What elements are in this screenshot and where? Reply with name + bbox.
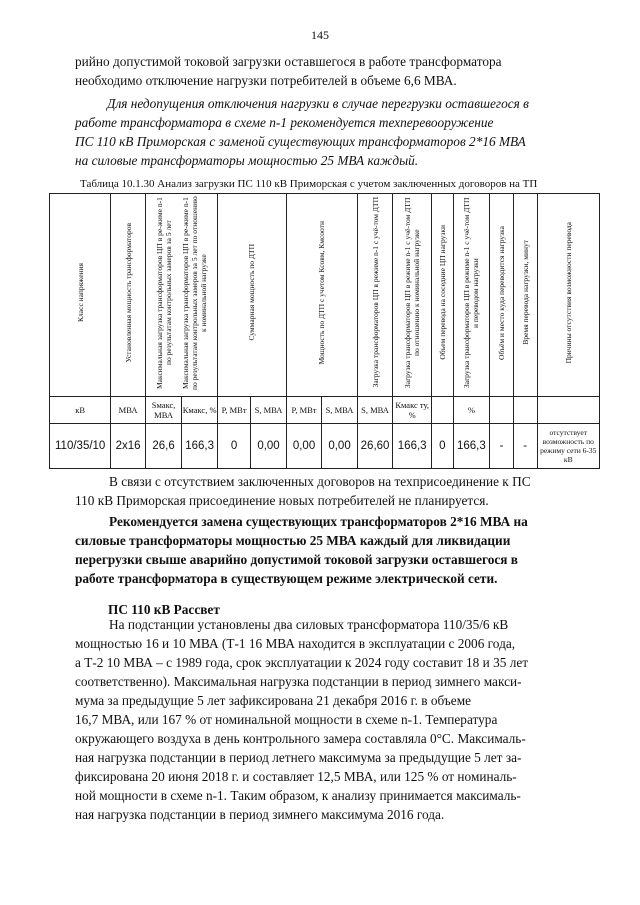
unit-cell — [513, 397, 537, 424]
header-load-after-transfer: Загрузка трансформаторов ЦП в режиме n-1 с учё-том ДТП и переводом нагрузки — [462, 197, 481, 388]
header-cell — [217, 194, 286, 397]
data-cell: 166,3 — [182, 424, 218, 469]
data-cell: 0 — [432, 424, 454, 469]
bold-line-1: Рекомендуется замена существующих трансформаторов 2*16 МВА на — [109, 514, 528, 529]
data-cell: - — [513, 424, 537, 469]
bold-line-3: перегрузки свыше аварийно допустимой токовой загрузки оставшегося в — [75, 552, 518, 567]
unit-cell: Кмакс, % — [182, 397, 218, 424]
header-max-load: Максимальная загрузка трансформаторов ЦП в ре-жиме n-1 по результатам контрольных замеров за 5 лет — [154, 196, 173, 389]
intro-line-2: необходимо отключение нагрузки потребителей в объеме 6,6 МВА. — [75, 73, 457, 88]
rassvet-line: 16,7 МВА, или 167 % от номинальной мощности в схеме n-1. Температура — [75, 712, 498, 727]
unit-cell: P, МВт — [286, 397, 322, 424]
unit-cell — [432, 397, 454, 424]
para2-line-2: 110 кВ Приморская присоединение новых потребителей не планируется. — [75, 493, 489, 508]
data-cell-reason: отсутствует возможность по режиму сети 6-35 кВ — [537, 424, 600, 469]
data-cell: - — [490, 424, 514, 469]
data-cell: 2x16 — [111, 424, 145, 469]
rassvet-line: ная нагрузка подстанции в период летнего максимума за предыдущие 5 лет за- — [75, 750, 522, 765]
table-header-row — [50, 194, 600, 397]
intro-line-1: рийно допустимой токовой загрузки оставшегося в работе трансформатора — [75, 54, 502, 69]
italic-line-2: работе трансформатора в схеме n-1 рекомендуется техперевооружение — [75, 115, 494, 130]
data-cell: 166,3 — [453, 424, 490, 469]
bold-recommendation-paragraph — [75, 512, 595, 588]
table-caption: Таблица 10.1.30 Анализ загрузки ПС 110 кВ Приморская с учетом заключенных договоров на ТП — [80, 178, 538, 190]
unit-cell: Sмакс, МВА — [145, 397, 182, 424]
para2-line-1: В связи с отсутствием заключенных договоров на техприсоединение к ПС — [109, 474, 531, 489]
unit-cell: S, МВА — [357, 397, 393, 424]
no-contracts-paragraph — [75, 472, 595, 510]
header-total-dtp-power: Суммарная мощность по ДТП — [247, 244, 257, 341]
header-cell — [286, 194, 357, 397]
table-row — [50, 424, 600, 469]
header-transfer-destination: Объём и место куда переводится нагрузка — [496, 225, 506, 360]
header-installed-capacity: Установленная мощность трансформаторов — [123, 222, 133, 363]
page-number: 145 — [311, 28, 329, 42]
header-cell — [513, 194, 537, 397]
data-cell: 0,00 — [251, 424, 287, 469]
rassvet-line: мума за предыдущие 5 лет зафиксирована 21 декабря 2016 г. в объеме — [75, 693, 472, 708]
italic-line-3: ПС 110 кВ Приморская с заменой существующих трансформаторов 2*16 МВА — [75, 134, 526, 149]
unit-cell: МВА — [111, 397, 145, 424]
section-title: ПС 110 кВ Рассвет — [108, 602, 220, 617]
header-cell — [432, 194, 454, 397]
header-load-with-dtp: Загрузка трансформаторов ЦП в режиме n-1 с учё-том ДТП — [370, 197, 380, 388]
unit-cell: P, МВт — [217, 397, 250, 424]
header-cell — [393, 194, 432, 397]
rassvet-line: ной мощности в схеме n-1. Таким образом, к анализу принимается максималь- — [75, 788, 521, 803]
rassvet-line: а Т-2 10 МВА – с 1989 года, срок эксплуатации к 2024 году составит 18 и 35 лет — [75, 655, 529, 670]
recommendation-italic-paragraph — [75, 94, 595, 170]
header-cell — [537, 194, 600, 397]
data-cell: 166,3 — [393, 424, 432, 469]
header-cell — [111, 194, 145, 397]
data-cell: 110/35/10 — [50, 424, 111, 469]
header-cell — [490, 194, 514, 397]
unit-cell — [490, 397, 514, 424]
header-transfer-volume: Объем перевода на соседние ЦП нагрузки — [437, 225, 447, 360]
rassvet-line: соответственно). Максимальная нагрузка подстанции в период зимнего макси- — [75, 674, 522, 689]
header-max-load-ratio: Максимальная загрузка трансформаторов ЦП в ре-жиме n-1 по результатам контрольных замеров за 5 лет по отношению к номинальной нагрузке — [180, 195, 208, 390]
bold-line-2: силовые трансформаторы мощностью 25 МВА каждый для ликвидации — [75, 533, 511, 548]
unit-cell: кВ — [50, 397, 111, 424]
data-cell: 26,6 — [145, 424, 182, 469]
unit-cell: S, МВА — [251, 397, 287, 424]
rassvet-line: На подстанции установлены два силовых трансформатора 110/35/6 кВ — [109, 617, 509, 632]
header-voltage-class: Класс напряжения — [75, 263, 85, 322]
header-cell — [357, 194, 393, 397]
header-cell — [145, 194, 217, 397]
unit-cell: Кмакс ту, % — [393, 397, 432, 424]
data-cell: 0 — [217, 424, 250, 469]
italic-line-1: Для недопущения отключения нагрузки в случае перегрузки оставшегося в — [107, 96, 529, 111]
unit-cell: % — [453, 397, 490, 424]
unit-cell — [537, 397, 600, 424]
rassvet-paragraph — [75, 615, 595, 824]
rassvet-line: мощностью 16 и 10 МВА (Т-1 16 МВА находится в эксплуатации с 2006 года, — [75, 636, 516, 651]
header-no-transfer-reason: Причины отсутствия возможности перевода — [563, 221, 573, 364]
load-analysis-table — [49, 193, 600, 469]
rassvet-line: окружающего воздуха в день контрольного замера составляла 0°C. Максималь- — [75, 731, 526, 746]
header-dtp-power-coef: Мощность по ДТП с учетом Ксовм, Кмсоотн — [317, 220, 327, 365]
rassvet-line: ная нагрузка подстанции в период зимнего максимума 2016 года. — [75, 807, 445, 822]
data-cell: 0,00 — [322, 424, 358, 469]
unit-cell: S, МВА — [322, 397, 358, 424]
header-transfer-time: Время перевода нагрузки, минут — [520, 240, 530, 345]
table-units-row — [50, 397, 600, 424]
header-load-with-dtp-ratio: Загрузка трансформаторов ЦП в режиме n-1 с учё-том ДТП по отношению к номинальной нагрузке — [403, 197, 422, 388]
italic-line-4: на силовые трансформаторы мощностью 25 МВА каждый. — [75, 153, 419, 168]
rassvet-line: фиксирована 20 июня 2018 г. и составляет 12,5 МВА, или 125 % от номиналь- — [75, 769, 517, 784]
data-cell: 26,60 — [357, 424, 393, 469]
data-cell: 0,00 — [286, 424, 322, 469]
intro-paragraph — [75, 52, 595, 90]
header-cell — [453, 194, 490, 397]
header-cell — [50, 194, 111, 397]
bold-line-4: работе трансформатора в существующем режиме электрической сети. — [75, 571, 498, 586]
